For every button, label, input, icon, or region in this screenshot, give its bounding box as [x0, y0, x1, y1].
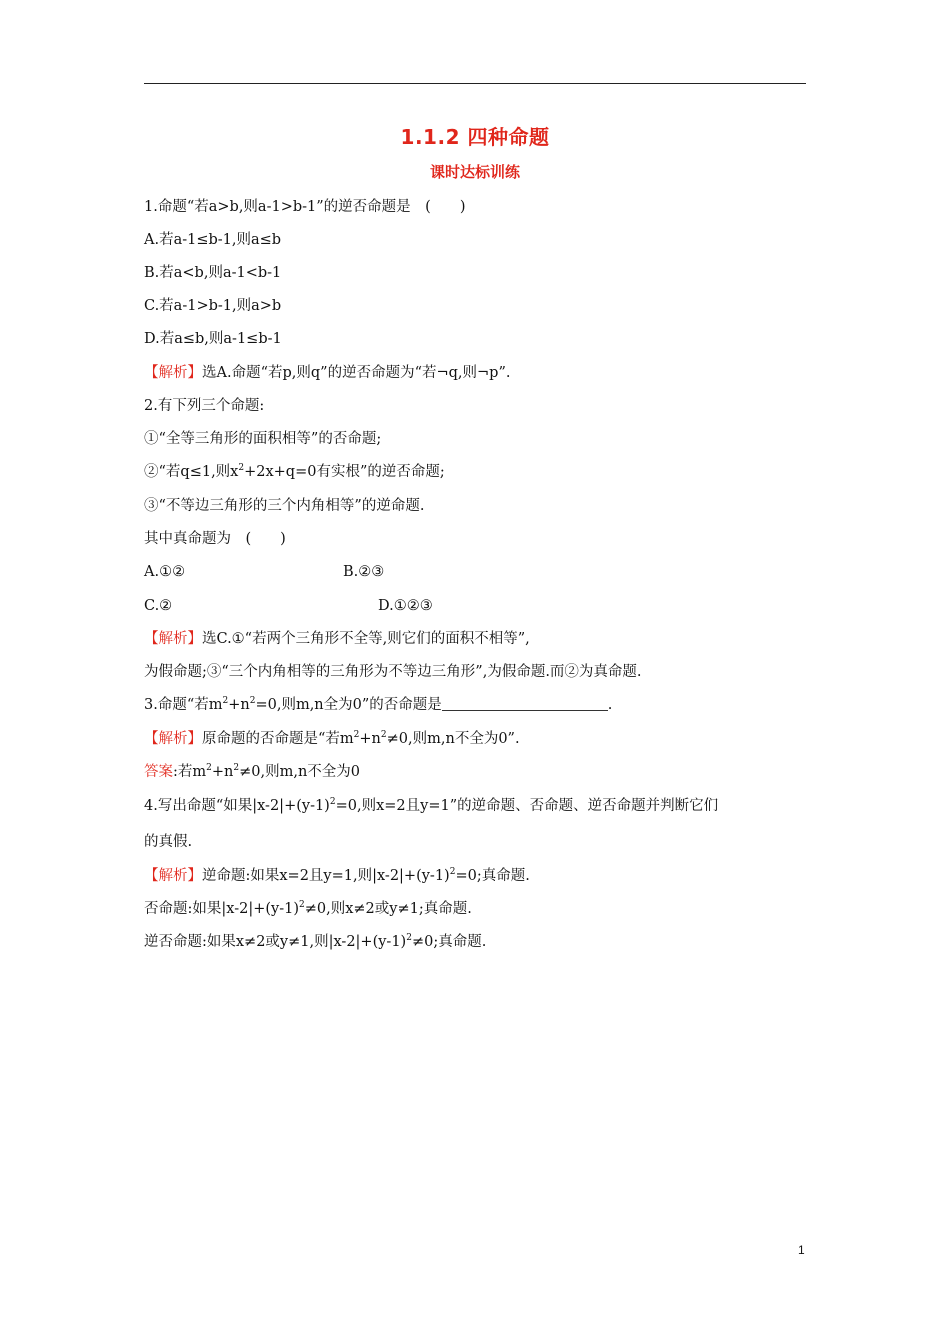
answer-tag: 答案 [144, 764, 173, 780]
q4-stem-line-2: 的真假. [144, 834, 193, 850]
page-number: 1 [798, 1243, 805, 1257]
page-subtitle: 课时达标训练 [429, 163, 520, 181]
q3-stem: 3.命题“若$m^2+n^2=0$,则m,n全为0”的否命题是 . [144, 696, 613, 713]
q1-option-c: C.若a-1>b-1,则a>b [144, 298, 282, 314]
q4-analysis-2: 否命题:如果$|x-2|+(y-1)^2\ne 0$,则x≠2或y≠1;真命题. [144, 900, 472, 917]
q2-option-b: B.②③ [343, 564, 385, 580]
q2-item-1: ①“全等三角形的面积相等”的否命题; [144, 431, 382, 447]
q1-option-b: B.若a<b,则a-1<b-1 [144, 265, 282, 281]
q4-analysis-3: 逆否命题:如果x≠2或y≠1,则$|x-2|+(y-1)^2\ne 0$;真命题. [144, 933, 487, 950]
q4-analysis-1: 【解析】逆命题:如果x=2且y=1,则$|x-2|+(y-1)^2=0$;真命题. [144, 867, 530, 884]
q3-answer: 答案:若$m^2+n^2\ne 0$,则m,n不全为0 [144, 763, 361, 780]
q3-analysis: 【解析】原命题的否命题是“若$m^2+n^2\ne 0$,则m,n不全为0”. [144, 730, 520, 747]
q2-option-a: A.①② [144, 564, 186, 580]
q2-ask: 其中真命题为 ( ) [144, 531, 286, 547]
q4-stem-line-1: 4.写出命题“如果$|x-2|+(y-1)^2=0$,则x=2且y=1”的逆命题、否命题、逆否命题并判断它们 [144, 797, 719, 814]
q1-analysis: 【解析】选A.命题“若p,则q”的逆否命题为“若¬q,则¬p”. [144, 365, 511, 381]
q2-item-3: ③“不等边三角形的三个内角相等”的逆命题. [144, 498, 425, 514]
q2-stem: 2.有下列三个命题: [144, 398, 265, 414]
page-title: 1.1.2 四种命题 [400, 125, 550, 149]
q1-option-a: A.若a-1≤b-1,则a≤b [144, 232, 282, 248]
answer-blank [442, 696, 608, 711]
analysis-tag: 【解析】 [144, 365, 202, 381]
q2-analysis-2: 为假命题;③“三个内角相等的三角形为不等边三角形”,为假命题.而②为真命题. [144, 664, 642, 680]
q1-stem: 1.命题“若a>b,则a-1>b-1”的逆否命题是 ( ) [144, 199, 466, 215]
q2-item-2: ②“若q≤1,则$x^2+2x+q=0$有实根”的逆否命题; [144, 463, 445, 480]
q1-option-d: D.若a≤b,则a-1≤b-1 [144, 331, 282, 347]
header-rule [144, 83, 806, 84]
q2-option-c: C.② [144, 598, 173, 614]
q2-analysis-1: 【解析】选C.①“若两个三角形不全等,则它们的面积不相等”, [144, 631, 530, 647]
q2-option-d: D.①②③ [378, 598, 433, 614]
